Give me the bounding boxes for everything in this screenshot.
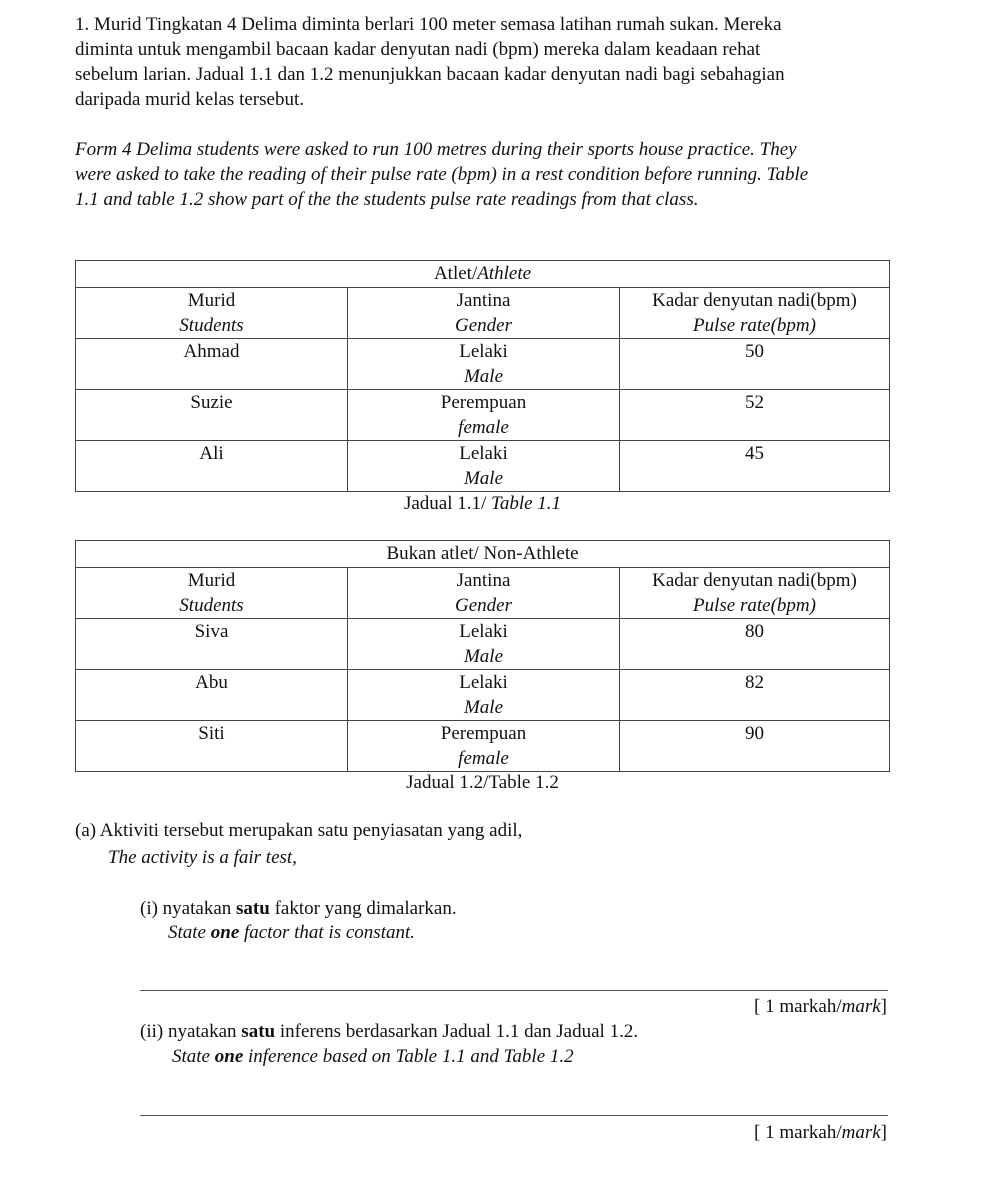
table-caption: Jadual 1.2/Table 1.2 [406, 772, 559, 793]
answer-line-i[interactable] [140, 990, 888, 991]
question-a-english: The activity is a fair test, [108, 847, 297, 868]
answer-line-ii[interactable] [140, 1115, 888, 1116]
mark-label: [ 1 markah/mark] [754, 1122, 887, 1143]
table-header-row: Murid Students Jantina Gender Kadar denyutan nadi(bpm) Pulse rate(bpm) [76, 288, 890, 339]
table-row: Ahmad Lelaki Male 50 [76, 339, 890, 390]
text-line: Form 4 Delima students were asked to run 100 metres during their sports house practice. They [75, 139, 797, 160]
question-ii-english: State one inference based on Table 1.1 and Table 1.2 [172, 1046, 574, 1067]
text-line: were asked to take the reading of their pulse rate (bpm) in a rest condition before running. Table [75, 164, 809, 185]
table-header-row: Murid Students Jantina Gender Kadar denyutan nadi(bpm) Pulse rate(bpm) [76, 568, 890, 619]
table-row: Suzie Perempuan female 52 [76, 390, 890, 441]
text-line: 1.1 and table 1.2 show part of the the students pulse rate readings from that class. [75, 189, 699, 210]
text-line: daripada murid kelas tersebut. [75, 89, 304, 110]
table-row: Ali Lelaki Male 45 [76, 441, 890, 492]
table-row: Siva Lelaki Male 80 [76, 619, 890, 670]
question-a-malay: (a) Aktiviti tersebut merupakan satu penyiasatan yang adil, [75, 820, 523, 841]
text-line: 1. Murid Tingkatan 4 Delima diminta berlari 100 meter semasa latihan rumah sukan. Mereka [75, 14, 782, 35]
question-i-english: State one factor that is constant. [168, 922, 415, 943]
question-ii-malay: (ii) nyatakan satu inferens berdasarkan Jadual 1.1 dan Jadual 1.2. [140, 1021, 639, 1042]
table-caption: Jadual 1.1/ Table 1.1 [403, 493, 562, 514]
text-line: diminta untuk mengambil bacaan kadar denyutan nadi (bpm) mereka dalam keadaan rehat [75, 39, 761, 60]
table-athlete [75, 260, 890, 492]
text-line: sebelum larian. Jadual 1.1 dan 1.2 menunjukkan bacaan kadar denyutan nadi bagi sebahagian [75, 64, 785, 85]
question-i-malay: (i) nyatakan satu faktor yang dimalarkan. [140, 898, 457, 919]
mark-label: [ 1 markah/mark] [754, 996, 887, 1017]
table-title: Atlet/Athlete [76, 261, 890, 288]
intro-malay [75, 12, 925, 112]
intro-english [75, 137, 925, 212]
table-title: Bukan atlet/ Non-Athlete [76, 541, 890, 568]
table-row: Siti Perempuan female 90 [76, 721, 890, 772]
table-non-athlete [75, 540, 890, 772]
table-row: Abu Lelaki Male 82 [76, 670, 890, 721]
